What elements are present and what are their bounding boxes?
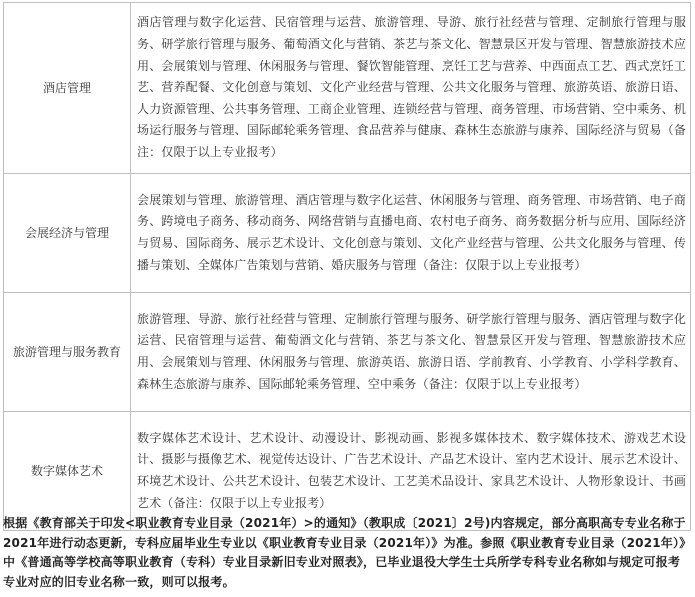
major-name-cell: 会展经济与管理 — [4, 174, 131, 293]
eligible-majors-cell: 酒店管理与数字化运营、民宿管理与运营、旅游管理、导游、旅行社经营与管理、定制旅行管理与服务、研学旅行管理与服务、葡萄酒文化与营销、茶艺与茶文化、智慧景区开发与管理、智慧旅游技术应用、会展策划与管理、休闲服务与管理、餐饮智能管理、烹饪工艺与营养、中西面点工艺、西式烹饪工艺、营养配餐、文化创意与策划、文化产业经营与管理、公共文化服务与管理、旅游英语、旅游日语、人力资源管理、公共事务管理、工商企业管理、连锁经营与管理、商务管理、市场营销、空中乘务、机场运行服务与管理、国际邮轮乘务管理、食品营养与健康、森林生态旅游与康养、国际经济与贸易（备注：仅限于以上专业报考） — [131, 3, 691, 174]
table-row — [4, 293, 691, 412]
eligible-majors-cell: 会展策划与管理、旅游管理、酒店管理与数字化运营、休闲服务与管理、商务管理、市场营销、电子商务、跨境电子商务、移动商务、网络营销与直播电商、农村电子商务、商务数据分析与应用、国际经济与贸易、国际商务、展示艺术设计、文化创意与策划、文化产业经营与管理、公共文化服务与管理、传播与策划、全媒体广告策划与营销、婚庆服务与管理（备注：仅限于以上专业报考） — [131, 174, 691, 293]
table-row — [4, 174, 691, 293]
policy-footnote: 根据《教育部关于印发<职业教育专业目录（2021年）>的通知》（教职成〔2021〕2号)内容规定，部分高职高专专业名称于2021年进行动态更新，专科应届毕业生专业以《职业教育专业目录（2021年）》为准。参照《职业教育专业目录（2021年）》中《普通高等学校高等职业教育（专科）专业目录新旧专业对照表》，已毕业退役大学生士兵所学专科专业名称如与规定可报考专业对应的旧专业名称一致，则可以报考。 — [3, 516, 686, 589]
major-requirements-table — [3, 2, 691, 531]
major-name-cell: 酒店管理 — [4, 3, 131, 174]
eligible-majors-cell: 数字媒体艺术设计、艺术设计、动漫设计、影视动画、影视多媒体技术、数字媒体技术、游戏艺术设计、摄影与摄像艺术、视觉传达设计、广告艺术设计、产品艺术设计、室内艺术设计、展示艺术设计、环境艺术设计、公共艺术设计、包装艺术设计、工艺美术品设计、家具艺术设计、人物形象设计、书画艺术（备注：仅限于以上专业报考） — [131, 412, 691, 531]
table-row — [4, 412, 691, 531]
major-name-cell: 旅游管理与服务教育 — [4, 293, 131, 412]
major-name-cell: 数字媒体艺术 — [4, 412, 131, 531]
eligible-majors-cell: 旅游管理、导游、旅行社经营与管理、定制旅行管理与服务、研学旅行管理与服务、酒店管理与数字化运营、民宿管理与运营、葡萄酒文化与营销、茶艺与茶文化、智慧景区开发与管理、智慧旅游技术应用、会展策划与管理、休闲服务与管理、旅游英语、旅游日语、学前教育、小学教育、小学科学教育、森林生态旅游与康养、国际邮轮乘务管理、空中乘务（备注：仅限于以上专业报考） — [131, 293, 691, 412]
table-row — [4, 3, 691, 174]
